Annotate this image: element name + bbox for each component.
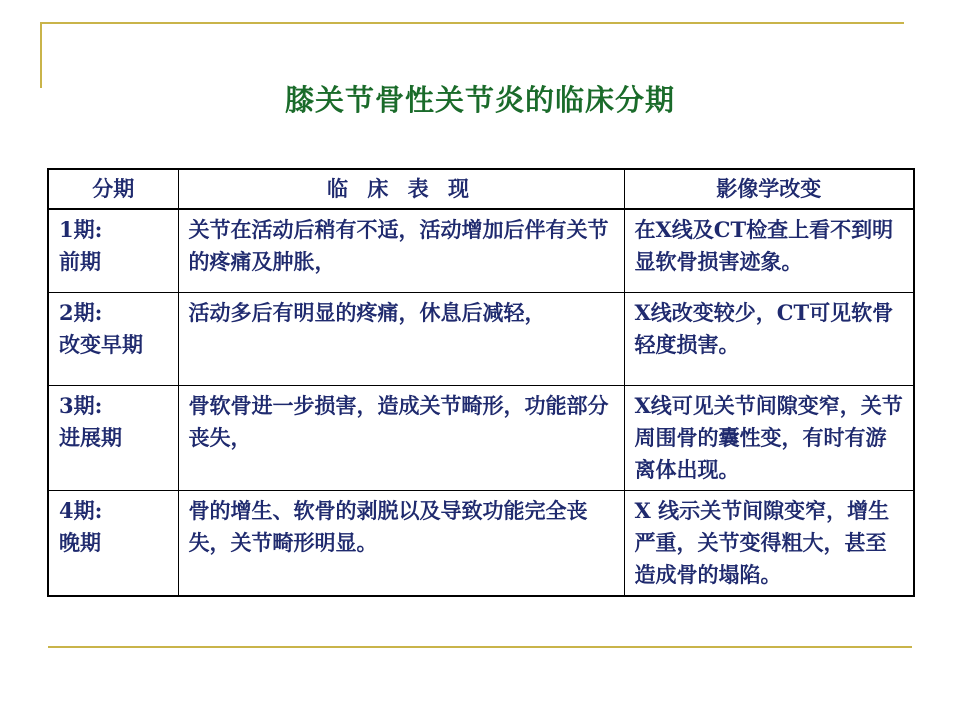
table-row — [48, 293, 914, 386]
table-row — [48, 386, 914, 491]
slide-title: 膝关节骨性关节炎的临床分期 — [284, 83, 675, 117]
table-row — [48, 209, 914, 293]
stage-name: 改变早期 — [59, 332, 143, 357]
stage-number: 4期: — [59, 498, 103, 523]
header-clinical — [178, 169, 624, 209]
clinical-cell: 活动多后有明显的疼痛，休息后减轻， — [178, 293, 624, 386]
stage-name: 前期 — [59, 249, 101, 274]
header-clinical-label: 临 床 表 现 — [327, 176, 475, 201]
table-row — [48, 491, 914, 597]
bottom-decorative-line — [48, 646, 912, 648]
stage-cell — [48, 209, 178, 293]
imaging-cell: X线改变较少，CT可见软骨轻度损害。 — [624, 293, 914, 386]
stage-number: 3期: — [59, 393, 103, 418]
table-header-row — [48, 169, 914, 209]
clinical-cell: 关节在活动后稍有不适，活动增加后伴有关节的疼痛及肿胀， — [178, 209, 624, 293]
stage-name: 进展期 — [59, 425, 122, 450]
top-decorative-line — [40, 22, 904, 24]
stage-number: 2期: — [59, 300, 103, 325]
stage-number: 1期: — [59, 217, 103, 242]
stage-cell — [48, 293, 178, 386]
stage-name: 晚期 — [59, 530, 101, 555]
stage-table — [47, 168, 915, 597]
imaging-cell: X 线示关节间隙变窄，增生严重，关节变得粗大，甚至造成骨的塌陷。 — [624, 491, 914, 597]
stage-cell — [48, 386, 178, 491]
imaging-cell: 在X线及CT检查上看不到明显软骨损害迹象。 — [624, 209, 914, 293]
header-stage: 分期 — [48, 169, 178, 209]
stage-cell — [48, 491, 178, 597]
imaging-cell: X线可见关节间隙变窄，关节周围骨的囊性变，有时有游离体出现。 — [624, 386, 914, 491]
header-imaging: 影像学改变 — [624, 169, 914, 209]
clinical-cell: 骨软骨进一步损害，造成关节畸形，功能部分丧失， — [178, 386, 624, 491]
clinical-cell: 骨的增生、软骨的剥脱以及导致功能完全丧失，关节畸形明显。 — [178, 491, 624, 597]
